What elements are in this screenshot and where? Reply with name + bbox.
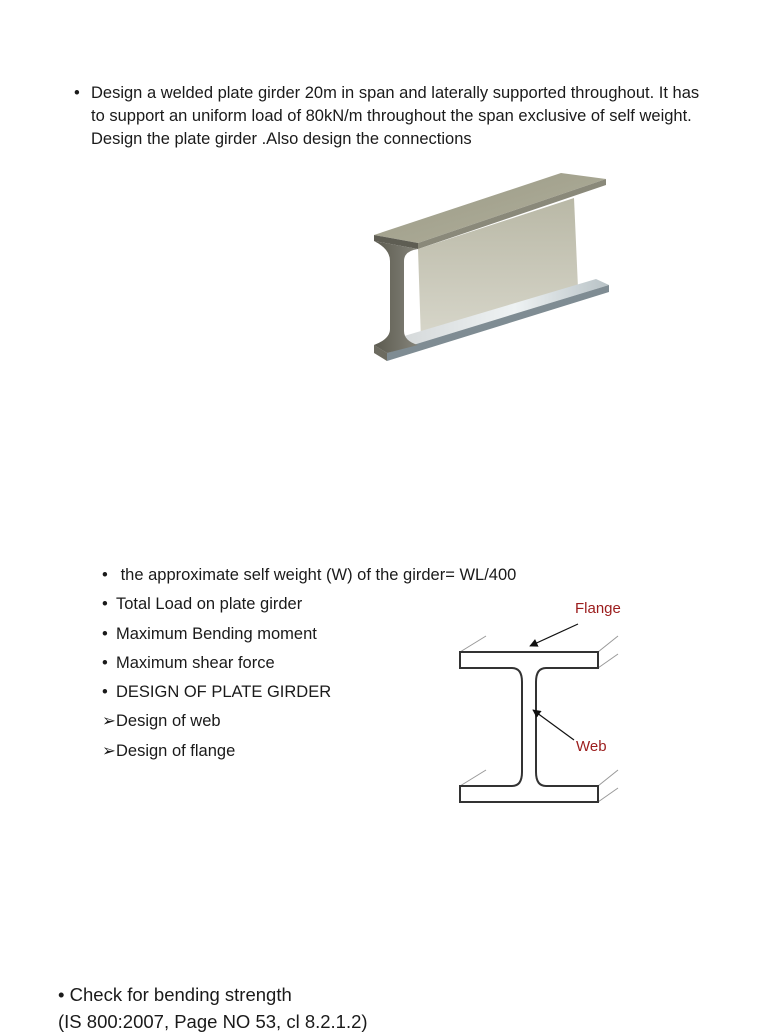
- bending-check-text: Check for bending strength: [69, 984, 292, 1005]
- arrow-bullet-marker: ➢: [102, 741, 116, 760]
- list-item-text: Design of flange: [116, 741, 236, 760]
- list-item-text: DESIGN OF PLATE GIRDER: [116, 683, 332, 702]
- problem-statement: [74, 82, 714, 151]
- bullet-marker: •: [102, 566, 108, 584]
- steel-i-beam-illustration: [366, 165, 616, 370]
- list-item-text: Total Load on plate girder: [116, 595, 303, 614]
- list-item: [102, 561, 516, 590]
- bullet-marker: •: [102, 624, 108, 643]
- i-section-outline: [460, 652, 598, 802]
- i-section-diagram: [440, 592, 650, 814]
- flange-pointer-arrow: [530, 624, 578, 646]
- bullet-marker: •: [74, 84, 80, 102]
- list-item-text: the approximate self weight (W) of the girder= WL/400: [116, 566, 517, 584]
- web-label: Web: [576, 738, 607, 755]
- web-pointer-arrow: [533, 710, 574, 740]
- code-reference: (IS 800:2007, Page NO 53, cl 8.2.1.2): [58, 1011, 368, 1032]
- problem-text: Design a welded plate girder 20m in span and laterally supported throughout. It has to support an uniform load of 80kN/m throughout the span exclusive of self weight. Design the plate girder .Also design the connections: [91, 84, 700, 148]
- bending-check-item: [58, 983, 292, 1007]
- list-item-text: Maximum Bending moment: [116, 624, 317, 643]
- bullet-marker: •: [102, 595, 108, 614]
- flange-label: Flange: [575, 600, 621, 617]
- bullet-marker: •: [102, 653, 108, 672]
- list-item-text: Maximum shear force: [116, 653, 275, 672]
- bullet-marker: •: [58, 984, 65, 1005]
- list-item-text: Design of web: [116, 712, 221, 731]
- bullet-marker: •: [102, 683, 108, 702]
- arrow-bullet-marker: ➢: [102, 712, 116, 731]
